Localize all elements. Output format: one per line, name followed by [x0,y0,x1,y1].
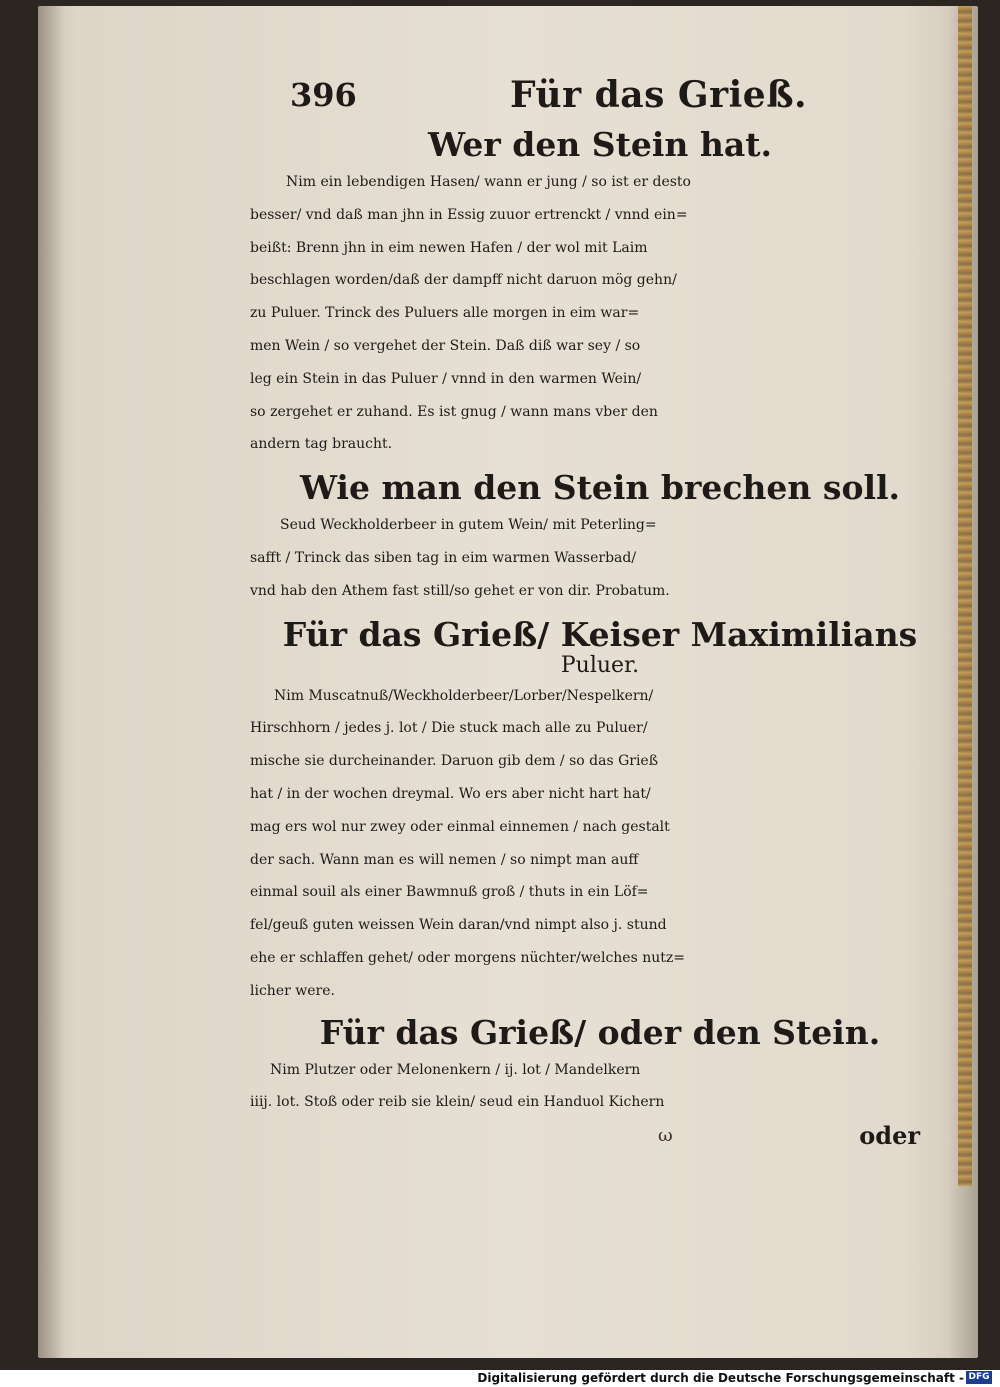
page-number: 396 [290,76,357,114]
body-line: Nim Muscatnuß/Weckholderbeer/Lorber/Nespelkern/ [274,687,654,704]
section [250,614,950,1008]
body-line: vnd hab den Athem fast still/so gehet er von dir. Probatum. [250,582,670,599]
section-heading: Wie man den Stein brechen soll. [299,468,901,508]
text-block [250,70,950,1159]
body-line: einmal souil als einer Bawmnuß groß / thuts in ein Löf= [250,884,649,901]
body-line: mag ers wol nur zwey oder einmal einnemen / nach gestalt [250,818,670,835]
section-heading: Für das Grieß/ Keiser Maximilians [282,614,918,654]
running-head [250,70,950,124]
body-line: mische sie durcheinander. Daruon gib dem / so das Grieß [250,753,659,770]
catchword-row [250,1119,950,1159]
body-line: Nim ein lebendigen Hasen/ wann er jung / so ist er desto [286,174,691,190]
body-line: Hirschhorn / jedes j. lot / Die stuck mach alle zu Puluer/ [250,720,648,737]
signature-mark: ω [658,1125,673,1147]
body-line: beschlagen worden/daß der dampff nicht daruon mög gehn/ [250,272,677,289]
section-subheading: Puluer. [560,652,640,678]
body-line: so zergehet er zuhand. Es ist gnug / wann mans vber den [250,403,658,420]
page-gutter-shadow [38,6,64,1358]
body-line: zu Puluer. Trinck des Puluers alle morgen in eim war= [250,305,640,322]
catchword: oder [859,1121,920,1151]
body-line: der sach. Wann man es will nemen / so nimpt man auff [250,851,639,868]
body-line: besser/ vnd daß man jhn in Essig zuuor ertrenckt / vnnd ein= [250,206,688,223]
body-line: Nim Plutzer oder Melonenkern / ij. lot / Mandelkern [270,1061,641,1078]
body-line: ehe er schlaffen gehet/ oder morgens nüchter/welches nutz= [250,949,685,966]
body-line: Seud Weckholderbeer in gutem Wein/ mit Peterling= [280,517,657,534]
body-line: fel/geuß guten weissen Wein daran/vnd nimpt also j. stund [250,917,667,934]
dfg-logo: DFG [966,1371,992,1384]
running-title: Für das Grieß. [510,74,808,116]
color-calibration-strip [958,6,972,1186]
body-line: safft / Trinck das siben tag in eim warmen Wasserbad/ [250,549,637,566]
body-line: men Wein / so vergehet der Stein. Daß diß war sey / so [250,337,641,354]
body-line: iiij. lot. Stoß oder reib sie klein/ seud ein Handuol Kichern [250,1094,665,1111]
body-line: licher were. [250,982,335,999]
footer-credit: Digitalisierung gefördert durch die Deutsche Forschungsgemeinschaft - [477,1371,964,1385]
body-line: andern tag braucht. [250,436,393,453]
section [250,1012,950,1120]
section-heading: Wer den Stein hat. [428,125,772,164]
section [250,467,950,607]
body-line: beißt: Brenn jhn in eim newen Hafen / der wol mit Laim [250,239,648,256]
section [250,124,950,461]
section-heading: Für das Grieß/ oder den Stein. [319,1012,881,1052]
body-line: hat / in der wochen dreymal. Wo ers aber nicht hart hat/ [250,785,651,802]
body-line: leg ein Stein in das Puluer / vnnd in den warmen Wein/ [250,370,642,387]
